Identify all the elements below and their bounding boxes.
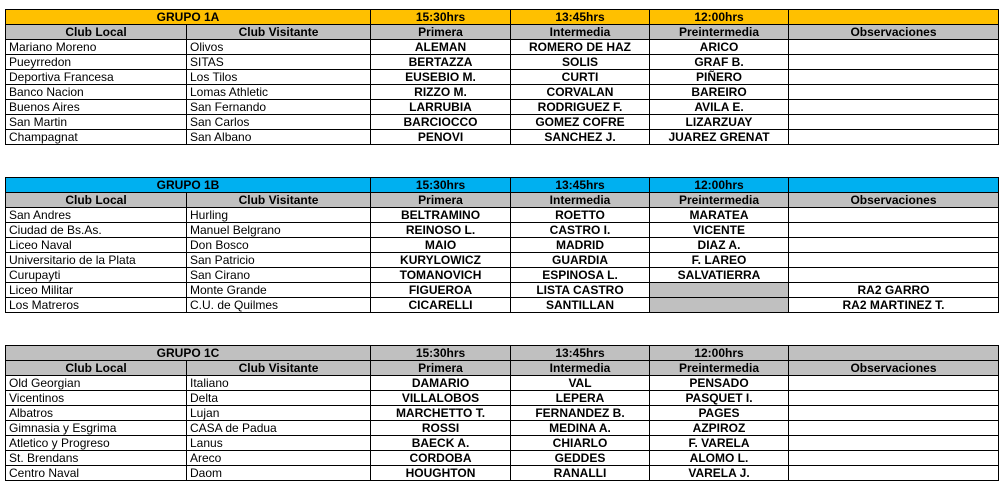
column-header-intermedia: Intermedia	[511, 25, 650, 40]
table-row	[6, 40, 999, 55]
cell-primera: PENOVI	[371, 130, 511, 145]
column-header-observaciones: Observaciones	[789, 193, 999, 208]
column-header-primera: Primera	[371, 193, 511, 208]
group-1a-time-3: 12:00hrs	[650, 10, 789, 25]
cell-intermedia: CURTI	[511, 70, 650, 85]
cell-club-visitante: SITAS	[187, 55, 371, 70]
cell-observaciones: RA2 GARRO	[789, 283, 999, 298]
table-row	[6, 421, 999, 436]
cell-club-local: San Andres	[6, 208, 187, 223]
table-row	[6, 100, 999, 115]
cell-intermedia: LISTA CASTRO	[511, 283, 650, 298]
cell-primera: CICARELLI	[371, 298, 511, 313]
cell-club-visitante: Lanus	[187, 436, 371, 451]
cell-observaciones	[789, 100, 999, 115]
group-1a-table-wrapper	[5, 9, 998, 145]
cell-observaciones	[789, 406, 999, 421]
table-row	[6, 451, 999, 466]
cell-club-visitante: Areco	[187, 451, 371, 466]
cell-observaciones	[789, 451, 999, 466]
group-1c-table-wrapper	[5, 345, 998, 481]
cell-intermedia: LEPERA	[511, 391, 650, 406]
group-1a-title-row	[6, 10, 999, 25]
cell-club-visitante: San Cirano	[187, 268, 371, 283]
cell-intermedia: GOMEZ COFRE	[511, 115, 650, 130]
cell-primera: LARRUBIA	[371, 100, 511, 115]
table-row	[6, 238, 999, 253]
table-row	[6, 436, 999, 451]
cell-club-visitante: CASA de Padua	[187, 421, 371, 436]
cell-observaciones	[789, 223, 999, 238]
cell-preintermedia: ARICO	[650, 40, 789, 55]
table-row	[6, 283, 999, 298]
cell-preintermedia: VICENTE	[650, 223, 789, 238]
cell-primera: KURYLOWICZ	[371, 253, 511, 268]
cell-intermedia: ROMERO DE HAZ	[511, 40, 650, 55]
group-1b-time-1: 15:30hrs	[371, 178, 511, 193]
cell-intermedia: GEDDES	[511, 451, 650, 466]
cell-preintermedia: AVILA E.	[650, 100, 789, 115]
group-1b-title: GRUPO 1B	[6, 178, 371, 193]
cell-club-local: Albatros	[6, 406, 187, 421]
cell-club-local: San Martin	[6, 115, 187, 130]
group-1c-time-3: 12:00hrs	[650, 346, 789, 361]
cell-preintermedia: BAREIRO	[650, 85, 789, 100]
cell-club-visitante: Manuel Belgrano	[187, 223, 371, 238]
cell-intermedia: SOLIS	[511, 55, 650, 70]
column-header-primera: Primera	[371, 361, 511, 376]
group-1b-time-3: 12:00hrs	[650, 178, 789, 193]
cell-primera: DAMARIO	[371, 376, 511, 391]
cell-club-visitante: Olivos	[187, 40, 371, 55]
group-1a-table	[5, 9, 999, 145]
column-header-primera: Primera	[371, 25, 511, 40]
column-header-club-local: Club Local	[6, 361, 187, 376]
cell-preintermedia	[650, 298, 789, 313]
cell-primera: EUSEBIO M.	[371, 70, 511, 85]
cell-intermedia: SANTILLAN	[511, 298, 650, 313]
cell-observaciones: RA2 MARTINEZ T.	[789, 298, 999, 313]
cell-intermedia: VAL	[511, 376, 650, 391]
group-1c-time-1: 15:30hrs	[371, 346, 511, 361]
group-1b-table	[5, 177, 999, 313]
cell-primera: MAIO	[371, 238, 511, 253]
cell-observaciones	[789, 376, 999, 391]
cell-club-local: St. Brendans	[6, 451, 187, 466]
cell-club-local: Curupayti	[6, 268, 187, 283]
cell-primera: REINOSO L.	[371, 223, 511, 238]
cell-preintermedia: AZPIROZ	[650, 421, 789, 436]
table-row	[6, 130, 999, 145]
cell-club-visitante: Los Tilos	[187, 70, 371, 85]
cell-observaciones	[789, 268, 999, 283]
table-row	[6, 406, 999, 421]
column-header-observaciones: Observaciones	[789, 25, 999, 40]
group-1c-title-filler	[789, 346, 999, 361]
cell-intermedia: MEDINA A.	[511, 421, 650, 436]
cell-preintermedia: F. VARELA	[650, 436, 789, 451]
cell-intermedia: RANALLI	[511, 466, 650, 481]
cell-preintermedia: PENSADO	[650, 376, 789, 391]
table-row	[6, 376, 999, 391]
cell-primera: VILLALOBOS	[371, 391, 511, 406]
cell-primera: HOUGHTON	[371, 466, 511, 481]
cell-club-local: Atletico y Progreso	[6, 436, 187, 451]
cell-club-local: Ciudad de Bs.As.	[6, 223, 187, 238]
cell-club-local: Los Matreros	[6, 298, 187, 313]
table-row	[6, 223, 999, 238]
cell-observaciones	[789, 55, 999, 70]
cell-intermedia: GUARDIA	[511, 253, 650, 268]
column-header-preintermedia: Preintermedia	[650, 361, 789, 376]
cell-preintermedia	[650, 283, 789, 298]
group-1a-title-filler	[789, 10, 999, 25]
table-row	[6, 70, 999, 85]
cell-club-local: Liceo Naval	[6, 238, 187, 253]
cell-club-visitante: Lomas Athletic	[187, 85, 371, 100]
column-header-club-local: Club Local	[6, 25, 187, 40]
cell-club-visitante: Daom	[187, 466, 371, 481]
group-1b-title-filler	[789, 178, 999, 193]
table-row	[6, 85, 999, 100]
cell-primera: MARCHETTO T.	[371, 406, 511, 421]
cell-club-visitante: Don Bosco	[187, 238, 371, 253]
cell-club-visitante: C.U. de Quilmes	[187, 298, 371, 313]
cell-observaciones	[789, 436, 999, 451]
group-1a-time-1: 15:30hrs	[371, 10, 511, 25]
cell-club-local: Centro Naval	[6, 466, 187, 481]
cell-club-local: Deportiva Francesa	[6, 70, 187, 85]
group-1c-header-row	[6, 361, 999, 376]
cell-club-local: Liceo Militar	[6, 283, 187, 298]
column-header-intermedia: Intermedia	[511, 193, 650, 208]
cell-primera: RIZZO M.	[371, 85, 511, 100]
table-row	[6, 55, 999, 70]
group-1c-table	[5, 345, 999, 481]
cell-club-visitante: Italiano	[187, 376, 371, 391]
cell-intermedia: FERNANDEZ B.	[511, 406, 650, 421]
cell-club-visitante: San Patricio	[187, 253, 371, 268]
cell-preintermedia: DIAZ A.	[650, 238, 789, 253]
cell-primera: TOMANOVICH	[371, 268, 511, 283]
cell-intermedia: CHIARLO	[511, 436, 650, 451]
column-header-intermedia: Intermedia	[511, 361, 650, 376]
cell-club-visitante: Delta	[187, 391, 371, 406]
cell-intermedia: MADRID	[511, 238, 650, 253]
group-1c-title-row	[6, 346, 999, 361]
cell-preintermedia: SALVATIERRA	[650, 268, 789, 283]
column-header-club-visitante: Club Visitante	[187, 361, 371, 376]
cell-observaciones	[789, 40, 999, 55]
table-row	[6, 208, 999, 223]
cell-primera: BERTAZZA	[371, 55, 511, 70]
cell-primera: BELTRAMINO	[371, 208, 511, 223]
cell-primera: BARCIOCCO	[371, 115, 511, 130]
group-1b-table-wrapper	[5, 177, 998, 313]
cell-observaciones	[789, 253, 999, 268]
cell-club-local: Old Georgian	[6, 376, 187, 391]
group-1b-time-2: 13:45hrs	[511, 178, 650, 193]
cell-club-visitante: Monte Grande	[187, 283, 371, 298]
cell-primera: BAECK A.	[371, 436, 511, 451]
group-1a-time-2: 13:45hrs	[511, 10, 650, 25]
cell-club-visitante: San Albano	[187, 130, 371, 145]
cell-observaciones	[789, 238, 999, 253]
cell-observaciones	[789, 70, 999, 85]
group-1a-title: GRUPO 1A	[6, 10, 371, 25]
column-header-observaciones: Observaciones	[789, 361, 999, 376]
cell-intermedia: RODRIGUEZ F.	[511, 100, 650, 115]
cell-intermedia: CORVALAN	[511, 85, 650, 100]
cell-intermedia: ESPINOSA L.	[511, 268, 650, 283]
cell-club-local: Universitario de la Plata	[6, 253, 187, 268]
cell-intermedia: SANCHEZ J.	[511, 130, 650, 145]
table-row	[6, 466, 999, 481]
cell-observaciones	[789, 208, 999, 223]
cell-club-visitante: Lujan	[187, 406, 371, 421]
cell-intermedia: CASTRO I.	[511, 223, 650, 238]
cell-primera: CORDOBA	[371, 451, 511, 466]
cell-club-local: Vicentinos	[6, 391, 187, 406]
cell-observaciones	[789, 391, 999, 406]
group-1b-title-row	[6, 178, 999, 193]
group-1c-title: GRUPO 1C	[6, 346, 371, 361]
table-row	[6, 298, 999, 313]
cell-preintermedia: PAGES	[650, 406, 789, 421]
cell-club-local: Pueyrredon	[6, 55, 187, 70]
cell-preintermedia: PIÑERO	[650, 70, 789, 85]
cell-preintermedia: ALOMO L.	[650, 451, 789, 466]
cell-club-visitante: San Fernando	[187, 100, 371, 115]
group-1c-time-2: 13:45hrs	[511, 346, 650, 361]
cell-preintermedia: VARELA J.	[650, 466, 789, 481]
cell-club-local: Champagnat	[6, 130, 187, 145]
cell-observaciones	[789, 421, 999, 436]
cell-preintermedia: F. LAREO	[650, 253, 789, 268]
cell-club-visitante: Hurling	[187, 208, 371, 223]
cell-observaciones	[789, 130, 999, 145]
cell-club-local: Mariano Moreno	[6, 40, 187, 55]
cell-primera: ROSSI	[371, 421, 511, 436]
table-row	[6, 253, 999, 268]
cell-observaciones	[789, 85, 999, 100]
cell-primera: FIGUEROA	[371, 283, 511, 298]
group-1b-header-row	[6, 193, 999, 208]
cell-preintermedia: LIZARZUAY	[650, 115, 789, 130]
cell-preintermedia: GRAF B.	[650, 55, 789, 70]
cell-club-local: Banco Nacion	[6, 85, 187, 100]
column-header-club-visitante: Club Visitante	[187, 25, 371, 40]
column-header-club-local: Club Local	[6, 193, 187, 208]
table-row	[6, 391, 999, 406]
cell-observaciones	[789, 115, 999, 130]
cell-observaciones	[789, 466, 999, 481]
cell-club-local: Buenos Aires	[6, 100, 187, 115]
column-header-preintermedia: Preintermedia	[650, 193, 789, 208]
cell-club-local: Gimnasia y Esgrima	[6, 421, 187, 436]
cell-primera: ALEMAN	[371, 40, 511, 55]
cell-preintermedia: JUAREZ GRENAT	[650, 130, 789, 145]
cell-preintermedia: PASQUET I.	[650, 391, 789, 406]
group-1a-header-row	[6, 25, 999, 40]
cell-club-visitante: San Carlos	[187, 115, 371, 130]
column-header-preintermedia: Preintermedia	[650, 25, 789, 40]
table-row	[6, 268, 999, 283]
cell-intermedia: ROETTO	[511, 208, 650, 223]
cell-preintermedia: MARATEA	[650, 208, 789, 223]
table-row	[6, 115, 999, 130]
column-header-club-visitante: Club Visitante	[187, 193, 371, 208]
